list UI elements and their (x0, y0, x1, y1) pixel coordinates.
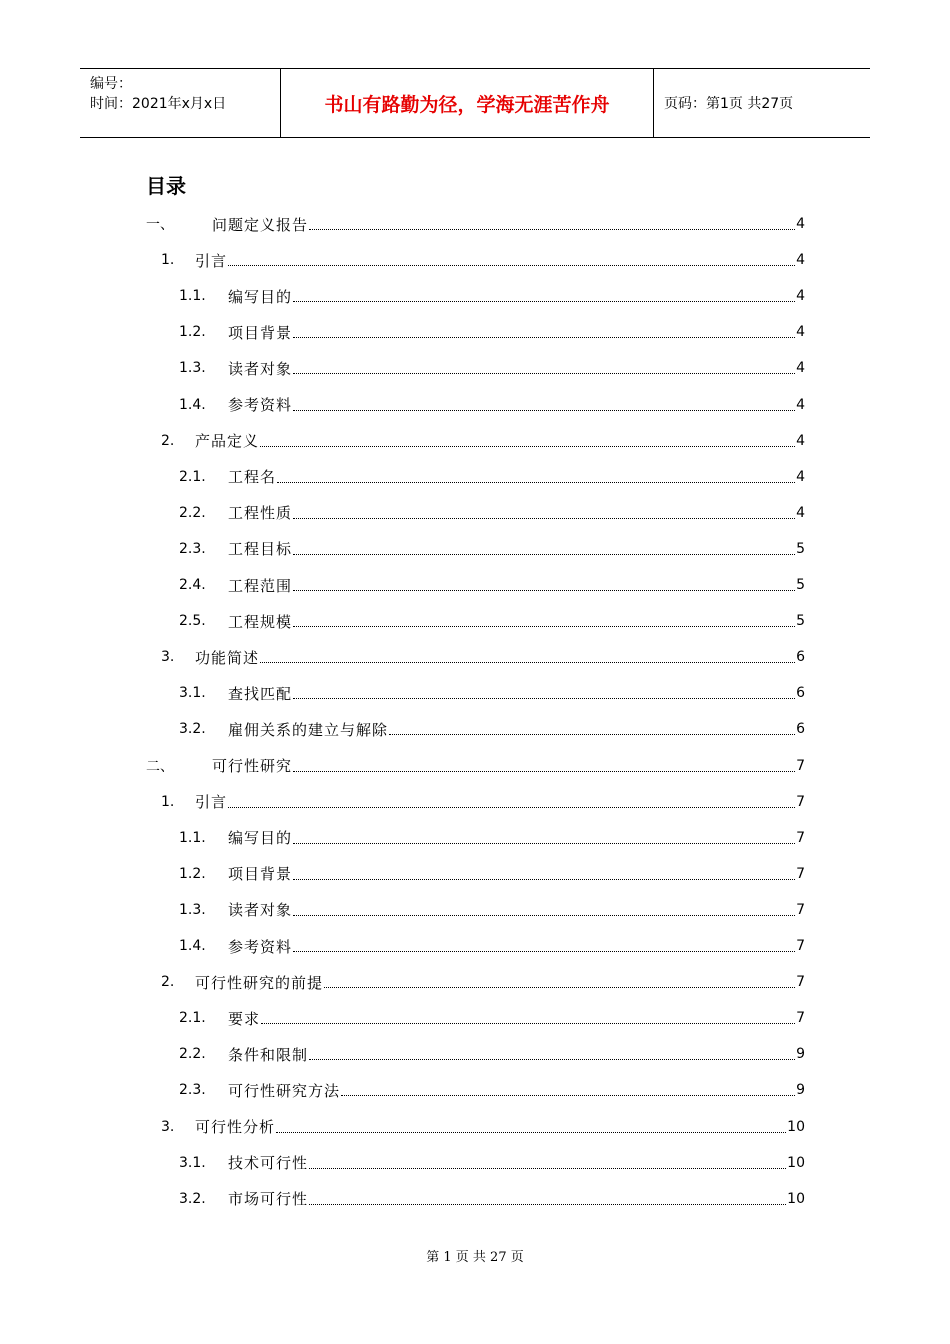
toc-entry-label: 项目背景 (228, 865, 293, 884)
toc-entry-number: 2. (161, 974, 175, 991)
toc-entry-page: 6 (796, 721, 805, 738)
toc-entry-label: 技术可行性 (228, 1154, 309, 1173)
toc-entry-page: 7 (796, 974, 805, 991)
document-number: 编号： (90, 76, 132, 92)
toc-entry-label: 工程性质 (228, 504, 293, 523)
toc-entry-number: 二、 (146, 758, 174, 775)
toc-entry[interactable] (146, 748, 805, 784)
toc-dot-leader (309, 206, 795, 242)
toc-dot-leader (293, 314, 795, 350)
toc-entry-label: 工程范围 (228, 576, 293, 595)
toc-entry-number: 1. (161, 793, 175, 810)
toc-entry-page: 9 (796, 1082, 805, 1099)
toc-entry-page: 4 (796, 432, 805, 449)
toc-entry-number: 1.3. (179, 360, 206, 377)
toc-entry[interactable] (146, 206, 805, 242)
toc-entry[interactable] (161, 964, 805, 1000)
toc-dot-leader (293, 531, 795, 567)
toc-entry[interactable] (161, 784, 805, 820)
toc-entry-label: 参考资料 (228, 937, 293, 956)
toc-entry-number: 1.4. (179, 396, 206, 413)
toc-entry-page: 5 (796, 540, 805, 557)
toc-dot-leader (293, 387, 795, 423)
toc-entry-label: 条件和限制 (228, 1045, 309, 1064)
header-motto: 书山有路勤为径，学海无涯苦作舟 (281, 69, 654, 137)
toc-entry-number: 3.2. (179, 1190, 206, 1207)
toc-dot-leader (293, 603, 795, 639)
page-footer: 第 1 页 共 27 页 (426, 1250, 524, 1265)
toc-entry[interactable] (179, 1036, 805, 1072)
toc-entry[interactable] (161, 639, 805, 675)
toc-entry-page: 10 (787, 1154, 805, 1171)
toc-entry[interactable] (179, 1181, 805, 1217)
toc-entry[interactable] (179, 459, 805, 495)
toc-entry[interactable] (179, 928, 805, 964)
toc-dot-leader (309, 1036, 795, 1072)
toc-entry-page: 4 (796, 252, 805, 269)
toc-dot-leader (261, 1000, 795, 1036)
toc-entry[interactable] (179, 495, 805, 531)
toc-entry-number: 3.1. (179, 1154, 206, 1171)
toc-entry-page: 7 (796, 1010, 805, 1027)
toc-entry-number: 2. (161, 432, 175, 449)
toc-entry-label: 查找匹配 (228, 684, 293, 703)
toc-entry-number: 1.2. (179, 865, 206, 882)
toc-entry[interactable] (179, 856, 805, 892)
toc-entry-label: 可行性研究的前提 (195, 973, 324, 992)
toc-dot-leader (228, 784, 795, 820)
toc-entry-label: 工程名 (228, 468, 277, 487)
toc-entry-page: 9 (796, 1046, 805, 1063)
toc-entry-number: 1.1. (179, 288, 206, 305)
toc-dot-leader (276, 1109, 786, 1145)
toc-entry-label: 问题定义报告 (212, 215, 309, 234)
toc-entry-number: 2.1. (179, 468, 206, 485)
toc-entry-label: 编写目的 (228, 829, 293, 848)
toc-dot-leader (293, 278, 795, 314)
toc-entry-number: 3.2. (179, 721, 206, 738)
toc-dot-leader (341, 1072, 795, 1108)
toc-entry-page: 5 (796, 613, 805, 630)
toc-entry-label: 可行性分析 (195, 1118, 276, 1136)
toc-dot-leader (260, 423, 795, 459)
toc-entry[interactable] (179, 892, 805, 928)
document-date: 时间：2021年x月x日 (90, 96, 227, 112)
toc-entry[interactable] (179, 531, 805, 567)
toc-entry-number: 3.1. (179, 685, 206, 702)
toc-entry-page: 6 (796, 649, 805, 666)
toc-entry-label: 读者对象 (228, 901, 293, 920)
toc-entry[interactable] (179, 567, 805, 603)
toc-entry-number: 2.3. (179, 1082, 206, 1099)
toc-entry-number: 一、 (146, 217, 174, 233)
toc-entry[interactable] (161, 423, 805, 459)
toc-dot-leader (309, 1145, 786, 1181)
toc-entry[interactable] (179, 820, 805, 856)
toc-entry[interactable] (179, 1145, 805, 1181)
toc-entry-number: 2.3. (179, 540, 206, 557)
toc-title: 目录 (146, 174, 186, 198)
toc-entry-page: 4 (796, 324, 805, 341)
toc-entry-label: 可行性研究 (212, 757, 293, 775)
toc-entry-label: 读者对象 (228, 359, 293, 378)
toc-entry-label: 产品定义 (195, 432, 260, 451)
toc-entry-number: 1.4. (179, 938, 206, 954)
toc-entry-page: 10 (787, 1118, 805, 1135)
toc-entry-number: 1. (161, 252, 175, 269)
toc-entry-label: 市场可行性 (228, 1190, 309, 1209)
toc-entry[interactable] (179, 387, 805, 423)
toc-entry-page: 4 (796, 288, 805, 305)
toc-entry-number: 2.2. (179, 1046, 206, 1063)
toc-entry-label: 项目背景 (228, 323, 293, 342)
toc-dot-leader (293, 495, 795, 531)
toc-dot-leader (389, 711, 795, 747)
toc-entry-page: 7 (796, 938, 805, 954)
toc-dot-leader (293, 928, 795, 964)
toc-entry-page: 10 (787, 1190, 805, 1207)
toc-entry-page: 4 (796, 216, 805, 232)
toc-entry-label: 要求 (228, 1009, 261, 1028)
toc-entry-page: 4 (796, 504, 805, 521)
toc-entry[interactable] (179, 1072, 805, 1108)
toc-entry[interactable] (179, 1000, 805, 1036)
toc-entry-label: 参考资料 (228, 396, 293, 414)
toc-entry-number: 2.5. (179, 613, 206, 630)
toc-entry-page: 4 (796, 396, 805, 413)
toc-dot-leader (293, 675, 795, 711)
toc-dot-leader (293, 820, 795, 856)
toc-dot-leader (228, 242, 795, 278)
toc-dot-leader (293, 856, 795, 892)
toc-entry-number: 1.3. (179, 901, 206, 918)
toc-entry-label: 功能简述 (195, 648, 260, 667)
toc-dot-leader (293, 350, 795, 386)
toc-entry-page: 4 (796, 360, 805, 377)
toc-entry-number: 2.2. (179, 504, 206, 521)
toc-entry[interactable] (179, 603, 805, 639)
header-page-info: 页码：第1页 共27页 (664, 96, 794, 112)
toc-entry-number: 2.4. (179, 577, 206, 593)
page-header (80, 68, 870, 138)
toc-entry[interactable] (179, 675, 805, 711)
toc-entry-number: 1.2. (179, 324, 206, 341)
toc-dot-leader (277, 459, 795, 495)
toc-entry-page: 7 (796, 757, 805, 774)
toc-entry-label: 工程规模 (228, 612, 293, 631)
toc-entry-page: 7 (796, 793, 805, 810)
toc-dot-leader (293, 892, 795, 928)
toc-entry[interactable] (179, 314, 805, 350)
toc-entry[interactable] (179, 350, 805, 386)
toc-entry-label: 雇佣关系的建立与解除 (228, 720, 389, 739)
toc-entry[interactable] (161, 242, 805, 278)
toc-entry-number: 2.1. (179, 1010, 206, 1027)
toc-entry-page: 7 (796, 865, 805, 882)
toc-entry-page: 4 (796, 468, 805, 485)
toc-entry-page: 5 (796, 577, 805, 593)
toc-entry-number: 1.1. (179, 829, 206, 846)
toc-entry[interactable] (179, 711, 805, 747)
toc-dot-leader (324, 964, 795, 1000)
toc-entry-number: 3. (161, 649, 175, 666)
toc-entry-label: 工程目标 (228, 540, 293, 559)
toc-entry-label: 引言 (195, 793, 228, 812)
toc-entry-label: 可行性研究方法 (228, 1081, 341, 1100)
toc-dot-leader (293, 748, 795, 784)
toc-entry-number: 3. (161, 1118, 175, 1135)
toc-entry-page: 7 (796, 901, 805, 918)
toc-entry[interactable] (179, 278, 805, 314)
toc-entry-label: 编写目的 (228, 287, 293, 306)
toc-entry-page: 7 (796, 829, 805, 846)
toc-dot-leader (260, 639, 795, 675)
toc-dot-leader (293, 567, 795, 603)
header-meta (80, 69, 281, 137)
toc-entry-label: 引言 (195, 251, 228, 270)
toc-entry-page: 6 (796, 685, 805, 702)
toc-entry[interactable] (161, 1109, 805, 1145)
toc-dot-leader (309, 1181, 786, 1217)
